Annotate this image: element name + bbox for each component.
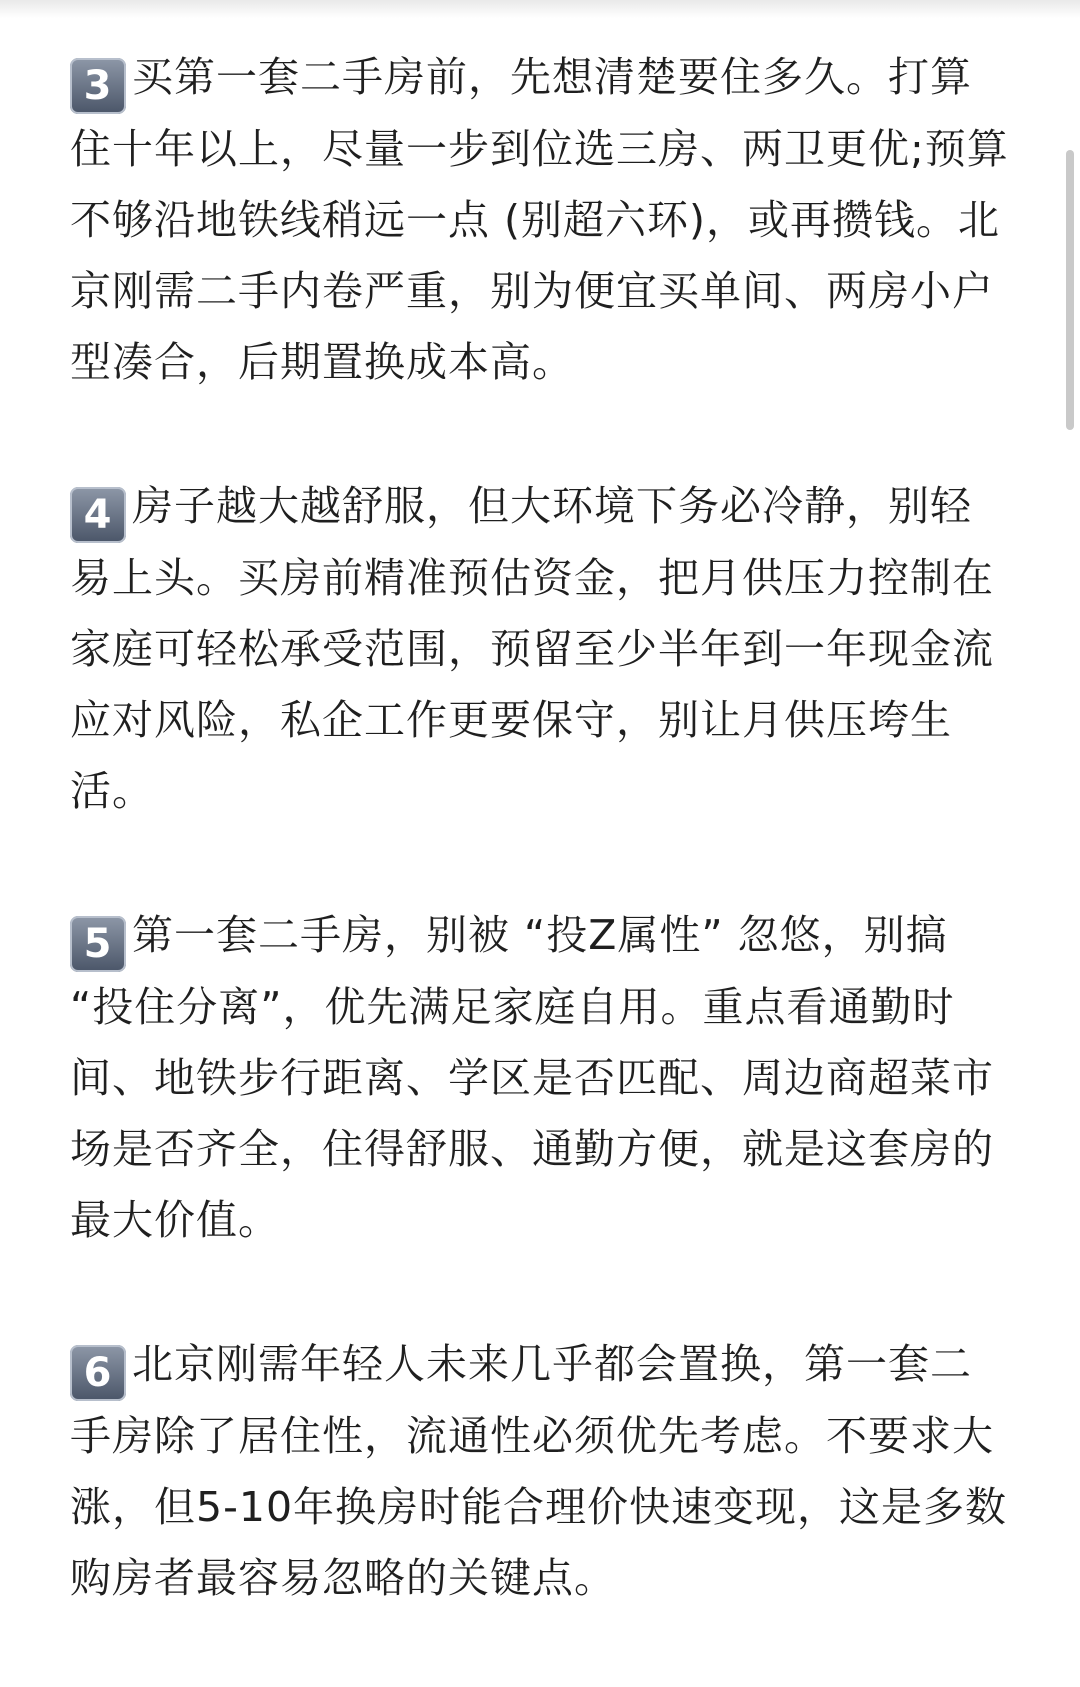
tip-text-4: 房子越大越舒服，但大环境下务必冷静，别轻易上头。买房前精准预估资金，把月供压力控制在家庭可轻松承受范围，预留至少半年到一年现金流应对风险，私企工作更要保守，别让月供压垮生活。: [70, 482, 994, 815]
keycap-5-icon: 5: [70, 916, 126, 972]
scrollbar[interactable]: [1066, 150, 1074, 430]
keycap-3-icon: 3: [70, 58, 126, 114]
tip-text-3: 买第一套二手房前，先想清楚要住多久。打算住十年以上，尽量一步到位选三房、两卫更优;预算不够沿地铁线稍远一点 (别超六环)，或再攒钱。北京刚需二手内卷严重，别为便宜买单间、两房小户型凑合，后期置换成本高。: [70, 53, 1009, 386]
tip-paragraph-6: [70, 1329, 1010, 1614]
article-body: [70, 42, 1010, 1687]
keycap-6-icon: 6: [70, 1345, 126, 1401]
tip-text-5: 第一套二手房，别被 “投Z属性” 忽悠，别搞 “投住分离”，优先满足家庭自用。重点看通勤时间、地铁步行距离、学区是否匹配、周边商超菜市场是否齐全，住得舒服、通勤方便，就是这套房的最大价值。: [70, 911, 994, 1244]
tip-text-6: 北京刚需年轻人未来几乎都会置换，第一套二手房除了居住性，流通性必须优先考虑。不要求大涨，但5-10年换房时能合理价快速变现，这是多数购房者最容易忽略的关键点。: [70, 1340, 1008, 1602]
tip-paragraph-5: [70, 900, 1010, 1256]
keycap-4-icon: 4: [70, 487, 126, 543]
top-shadow: [0, 0, 1080, 18]
tip-paragraph-3: [70, 42, 1010, 398]
tip-paragraph-4: [70, 471, 1010, 827]
